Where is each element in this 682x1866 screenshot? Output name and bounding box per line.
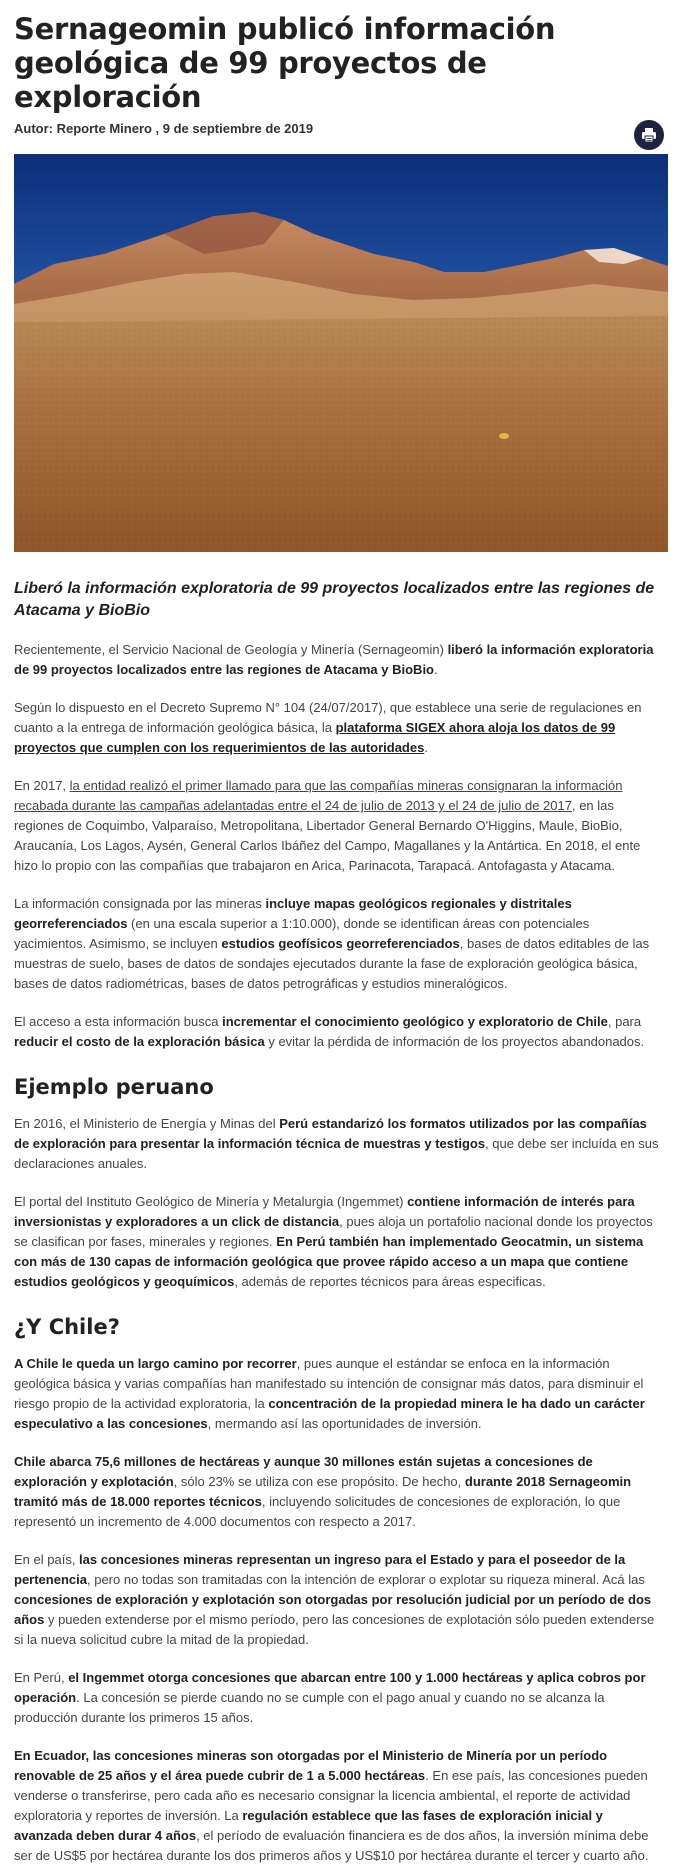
emphasis-text: En Perú también han implementado Geocatmin, un sistema con más de 130 capas de información geológica que provee rápido acceso a un mapa que contiene estudios geológicos y geoquímicos: [14, 1234, 644, 1289]
emphasis-text: durante 2018 Sernageomin tramitó más de 18.000 reportes técnicos: [14, 1474, 632, 1509]
emphasis-text: liberó la información exploratoria de 99 proyectos localizados entre las regiones de Atacama y BioBio: [14, 642, 654, 677]
paragraph: Recientemente, el Servicio Nacional de Geología y Minería (Sernageomin) liberó la información exploratoria de 99 proyectos localizados entre las regiones de Atacama y BioBio.: [14, 642, 654, 677]
paragraph: En 2017, la entidad realizó el primer llamado para que las compañías mineras consignaran la información recabada durante las campañas adelantadas entre el 24 de julio de 2013 y el 24 de julio de 2017, en las regiones de Coquimbo, Valparaíso, Metropolitana, Libertador General Bernardo O'Higgins, Maule, BioBio, Araucanía, Los Lagos, Aysén, General Carlos Ibáñez del Campo, Magallanes y la Antártica. En 2018, el ente hizo lo propio con las compañías que trabajaron en Arica, Parinacota, Tarapacá. Antofagasta y Atacama.: [14, 778, 641, 873]
paragraph: En 2016, el Ministerio de Energía y Minas del Perú estandarizó los formatos utilizados por las compañías de exploración para presentar la información técnica de muestras y testigos, que debe ser incluída en sus declaraciones anuales.: [14, 1116, 659, 1171]
section-heading-peru: Ejemplo peruano: [14, 1075, 214, 1099]
emphasis-text: En Ecuador, las concesiones mineras son otorgadas por el Ministerio de Minería por un período renovable de 25 años y el área puede cubrir de 1 a 5.000 hectáreas: [14, 1748, 608, 1783]
emphasis-text: regulación establece que las fases de exploración inicial y avanzada deben durar 4 años: [14, 1808, 603, 1843]
emphasis-text: contiene información de interés para inversionistas y exploradores a un click de distancia: [14, 1194, 635, 1229]
emphasis-text: el Ingemmet otorga concesiones que abarcan entre 100 y 1.000 hectáreas y aplica cobros por operación: [14, 1670, 646, 1705]
emphasis-text: Chile abarca 75,6 millones de hectáreas y aunque 30 millones están sujetas a concesiones de exploración y explotación: [14, 1454, 593, 1489]
paragraph: El acceso a esta información busca incrementar el conocimiento geológico y exploratorio de Chile, para reducir el costo de la exploración básica y evitar la pérdida de información de los proyectos abandonados.: [14, 1014, 645, 1049]
article-link[interactable]: la entidad realizó el primer llamado para que las compañías mineras consignaran la información recabada durante las campañas adelantadas entre el 24 de julio de 2013 y el 24 de julio de 2017: [14, 778, 623, 813]
emphasis-text: Perú estandarizó los formatos utilizados por las compañías de exploración para presentar la información técnica de muestras y testigos: [14, 1116, 647, 1151]
paragraph: Chile abarca 75,6 millones de hectáreas y aunque 30 millones están sujetas a concesiones de exploración y explotación, sólo 23% se utiliza con ese propósito. De hecho, durante 2018 Sernageomin tramitó más de 18.000 reportes técnicos, incluyendo solicitudes de concesiones de exploración, lo que representó un incremento de 4.000 documentos con respecto a 2017.: [14, 1454, 632, 1529]
print-icon: [640, 126, 658, 144]
emphasis-text: A Chile le queda un largo camino por recorrer: [14, 1356, 297, 1371]
emphasis-text: incluye mapas geológicos regionales y distritales georreferenciados: [14, 896, 572, 931]
article-link[interactable]: plataforma SIGEX ahora aloja los datos de 99 proyectos que cumplen con los requerimientos de las autoridades: [14, 720, 616, 755]
paragraph: Según lo dispuesto en el Decreto Supremo N° 104 (24/07/2017), que establece una serie de regulaciones en cuanto a la entrega de información geológica básica, la plataforma SIGEX ahora aloja los datos de 99 proyectos que cumplen con los requerimientos de las autoridades.: [14, 700, 642, 755]
print-button[interactable]: [634, 120, 664, 150]
article-meta: [14, 120, 668, 152]
emphasis-text: las concesiones mineras representan un ingreso para el Estado y para el poseedor de la pertenencia: [14, 1552, 626, 1587]
emphasis-text: reducir el costo de la exploración básica: [14, 1034, 265, 1049]
article-lead: Liberó la información exploratoria de 99 proyectos localizados entre las regiones de Atacama y BioBio: [14, 580, 655, 619]
paragraph: En el país, las concesiones mineras representan un ingreso para el Estado y para el poseedor de la pertenencia, pero no todas son tramitadas con la intención de explorar o explotar su riqueza mineral. Acá las concesiones de exploración y explotación son otorgadas por resolución judicial por un período de dos años y pueden extenderse por el mismo período, pero las concesiones de explotación sólo pueden extenderse si la nueva solicitud cubre la mitad de la propiedad.: [14, 1552, 655, 1647]
paragraph: En Ecuador, las concesiones mineras son otorgadas por el Ministerio de Minería por un período renovable de 25 años y el área puede cubrir de 1 a 5.000 hectáreas. En ese país, las concesiones pueden venderse o transferirse, pero cada año es necesario consignar la licencia ambiental, el reporte de actividad exploratoria y reportes de inversión. La regulación establece que las fases de exploración inicial y avanzada deben durar 4 años, el período de evaluación financiera es de dos años, la inversión mínima debe ser de US$5 por hectárea durante los dos primeros años y US$10 por hectárea durante el tercer y cuarto año.: [14, 1748, 649, 1863]
article-title: Sernageomin publicó información geológica de 99 proyectos de exploración: [14, 12, 556, 114]
hero-image: [14, 154, 668, 552]
byline: Autor: Reporte Minero , 9 de septiembre de 2019: [14, 121, 314, 136]
emphasis-text: incrementar el conocimiento geológico y exploratorio de Chile: [222, 1014, 608, 1029]
section-heading-chile: ¿Y Chile?: [14, 1315, 120, 1339]
emphasis-text: [14, 720, 615, 755]
emphasis-text: concentración de la propiedad minera le ha dado un carácter especulativo a las concesiones: [14, 1396, 645, 1431]
paragraph: La información consignada por las mineras incluye mapas geológicos regionales y distritales georreferenciados (en una escala superior a 1:10.000), donde se identifican áreas con potenciales yacimientos. Asimismo, se incluyen estudios geofísicos georreferenciados, bases de datos editables de las muestras de suelo, bases de datos de sondajes ejecutados durante la fase de exploración geológica básica, bases de datos radiométricas, bases de datos petrográficas y estudios mineralógicos.: [14, 896, 650, 991]
emphasis-text: estudios geofísicos georreferenciados: [221, 936, 460, 951]
paragraph: A Chile le queda un largo camino por recorrer, pues aunque el estándar se enfoca en la información geológica básica y varias compañías han manifestado su intención de consignar más datos, para disminuir el riesgo propio de la actividad exploratoria, la concentración de la propiedad minera le ha dado un carácter especulativo a las concesiones, mermando así las oportunidades de inversión.: [14, 1356, 645, 1431]
emphasis-text: concesiones de exploración y explotación son otorgadas por resolución judicial por un período de dos años: [14, 1592, 652, 1627]
paragraph: En Perú, el Ingemmet otorga concesiones que abarcan entre 100 y 1.000 hectáreas y aplica cobros por operación. La concesión se pierde cuando no se cumple con el pago anual y cuando no se alcanza la producción durante los primeros 15 años.: [14, 1670, 646, 1725]
paragraph: El portal del Instituto Geológico de Minería y Metalurgia (Ingemmet) contiene información de interés para inversionistas y exploradores a un click de distancia, pues aloja un portafolio nacional donde los proyectos se clasifican por fases, minerales y regiones. En Perú también han implementado Geocatmin, un sistema con más de 130 capas de información geológica que provee rápido acceso a un mapa que contiene estudios geológicos y geoquímicos, además de reportes técnicos para áreas especificas.: [14, 1194, 653, 1289]
